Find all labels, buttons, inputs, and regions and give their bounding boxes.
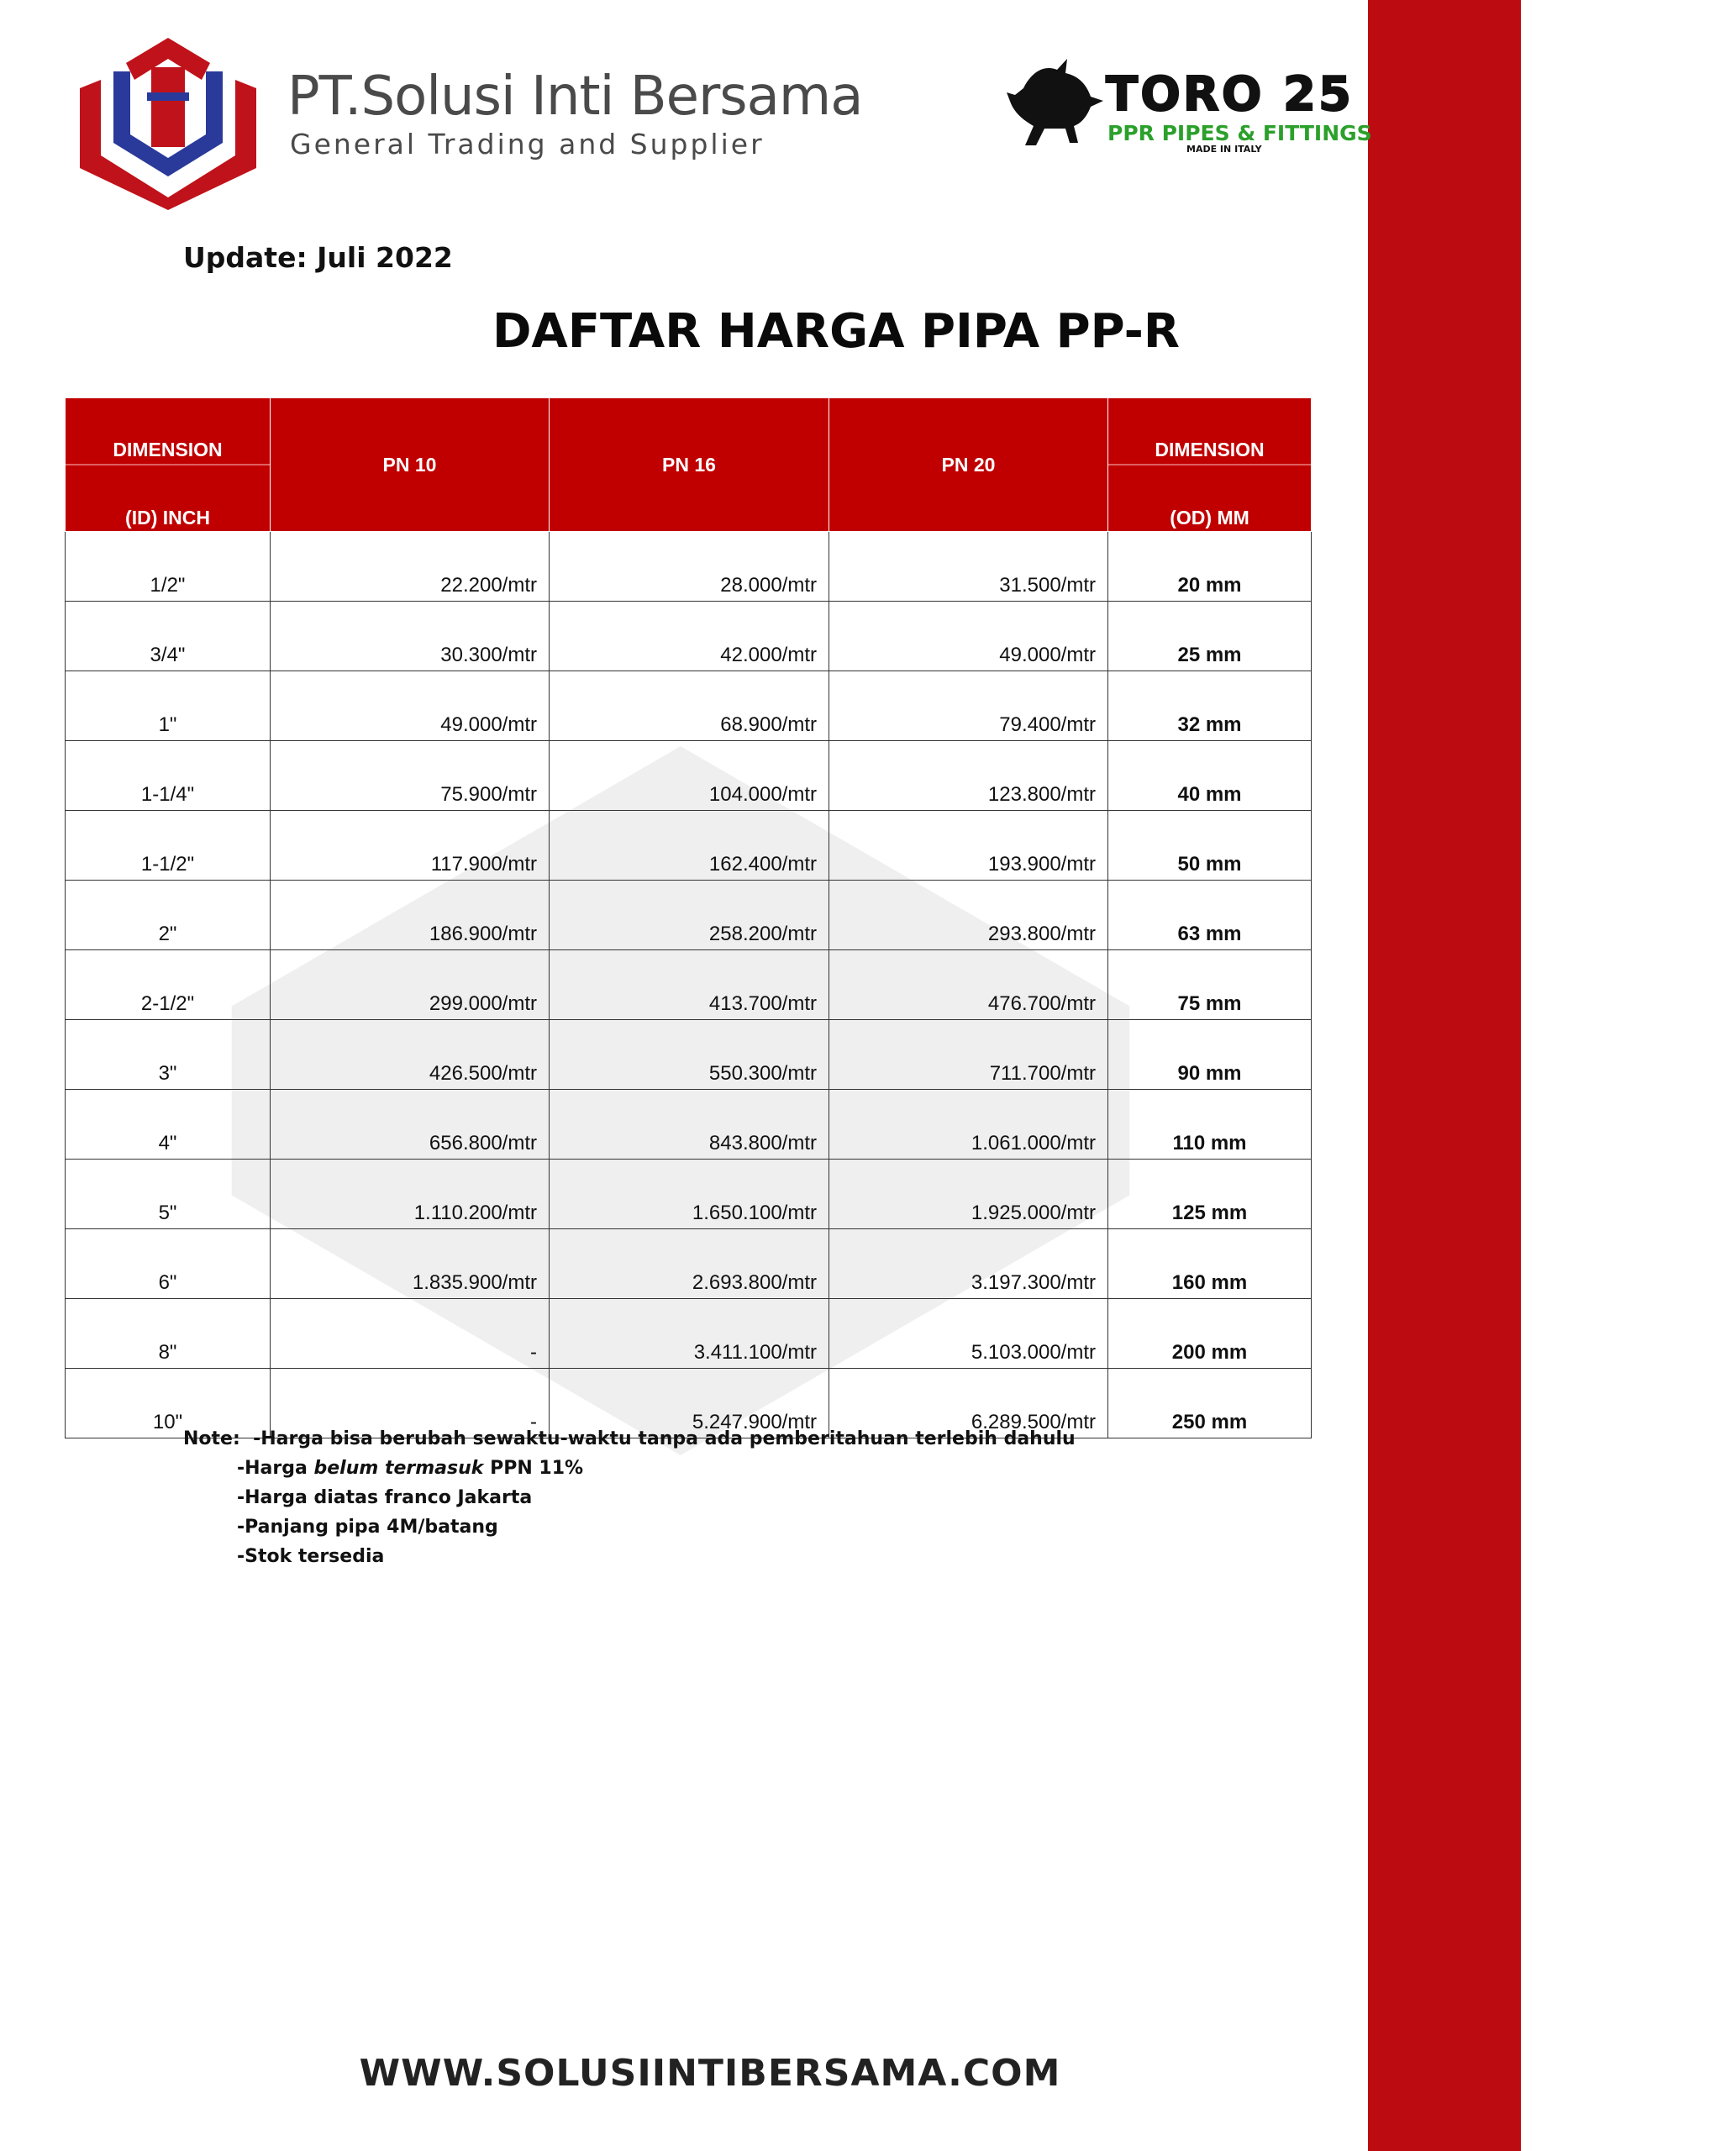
phone-number-vertical: 031 9989 4287	[1508, 66, 1618, 874]
header-pn10-label: PN 10	[382, 454, 437, 476]
table-row	[66, 1299, 1312, 1369]
note-line-4: -Panjang pipa 4M/batang	[237, 1517, 498, 1538]
header-pn16	[550, 398, 829, 532]
cell-inch: 1"	[66, 671, 271, 741]
cell-pn16: 1.650.100/mtr	[550, 1160, 829, 1229]
table-row	[66, 532, 1312, 602]
cell-pn10: 75.900/mtr	[271, 741, 550, 811]
table-row	[66, 1160, 1312, 1229]
cell-pn20: 193.900/mtr	[829, 811, 1108, 881]
brand-subtitle: PPR PIPES & FITTINGS	[1107, 121, 1372, 145]
table-row	[66, 881, 1312, 950]
cell-pn16: 28.000/mtr	[550, 532, 829, 602]
cell-pn16: 42.000/mtr	[550, 602, 829, 671]
note-line-5: -Stok tersedia	[237, 1546, 385, 1567]
cell-pn10: 1.835.900/mtr	[271, 1229, 550, 1299]
cell-pn20: 293.800/mtr	[829, 881, 1108, 950]
header-dimension-id	[66, 398, 271, 532]
table-row	[66, 950, 1312, 1020]
cell-pn16: 550.300/mtr	[550, 1020, 829, 1090]
table-row	[66, 1020, 1312, 1090]
cell-mm: 200 mm	[1108, 1299, 1312, 1369]
header-dimension-id-label: DIMENSION	[113, 439, 223, 460]
cell-inch: 1/2"	[66, 532, 271, 602]
cell-pn16: 104.000/mtr	[550, 741, 829, 811]
note-line-2	[183, 1454, 1076, 1483]
brand-name: TORO 25	[1106, 67, 1354, 122]
cell-pn16: 3.411.100/mtr	[550, 1299, 829, 1369]
header-dimension-od-label: DIMENSION	[1155, 439, 1265, 460]
cell-mm: 20 mm	[1108, 532, 1312, 602]
note-line-3: -Harga diatas franco Jakarta	[237, 1487, 533, 1508]
cell-pn10: 1.110.200/mtr	[271, 1160, 550, 1229]
notes	[183, 1424, 1076, 1571]
cell-pn20: 5.103.000/mtr	[829, 1299, 1108, 1369]
cell-pn10: -	[271, 1299, 550, 1369]
note-text-2-post: PPN 11%	[483, 1458, 584, 1479]
header-pn16-label: PN 16	[662, 454, 716, 476]
bull-icon	[1007, 55, 1107, 147]
pricelist-vertical-text: PRICELIST	[1486, 836, 1736, 2134]
note-text-1: -Harga bisa berubah sewaktu-waktu tanpa ada pemberitahuan terlebih dahulu	[253, 1428, 1076, 1449]
website-url: WWW.SOLUSIINTIBERSAMA.COM	[359, 2052, 1061, 2095]
cell-mm: 250 mm	[1108, 1369, 1312, 1438]
cell-pn20: 49.000/mtr	[829, 602, 1108, 671]
cell-pn10: 30.300/mtr	[271, 602, 550, 671]
update-date: Update: Juli 2022	[183, 241, 453, 274]
cell-inch: 5"	[66, 1160, 271, 1229]
note-text-2-pre: -Harga	[237, 1458, 314, 1479]
cell-pn20: 79.400/mtr	[829, 671, 1108, 741]
table-row	[66, 741, 1312, 811]
header-pn20	[829, 398, 1108, 532]
cell-pn10: -	[271, 1369, 550, 1438]
cell-pn16: 68.900/mtr	[550, 671, 829, 741]
brand-origin: MADE IN ITALY	[1186, 144, 1262, 155]
cell-inch: 1-1/4"	[66, 741, 271, 811]
cell-inch: 6"	[66, 1229, 271, 1299]
cell-mm: 25 mm	[1108, 602, 1312, 671]
note-text-2-em: belum termasuk	[313, 1458, 484, 1479]
cell-mm: 63 mm	[1108, 881, 1312, 950]
cell-mm: 110 mm	[1108, 1090, 1312, 1160]
cell-mm: 32 mm	[1108, 671, 1312, 741]
company-logo-icon	[63, 34, 273, 210]
table-row	[66, 1090, 1312, 1160]
header-dimension-id-unit: (ID) INCH	[125, 507, 210, 529]
cell-mm: 75 mm	[1108, 950, 1312, 1020]
header-pn10	[271, 398, 550, 532]
cell-inch: 2-1/2"	[66, 950, 271, 1020]
cell-pn16: 162.400/mtr	[550, 811, 829, 881]
cell-inch: 1-1/2"	[66, 811, 271, 881]
table-row	[66, 602, 1312, 671]
company-name: PT.Solusi Inti Bersama	[287, 66, 863, 128]
cell-pn20: 1.061.000/mtr	[829, 1090, 1108, 1160]
cell-pn10: 656.800/mtr	[271, 1090, 550, 1160]
cell-pn10: 186.900/mtr	[271, 881, 550, 950]
cell-pn10: 22.200/mtr	[271, 532, 550, 602]
cell-inch: 3"	[66, 1020, 271, 1090]
page-title	[0, 304, 1521, 359]
table-row	[66, 1229, 1312, 1299]
cell-pn16: 413.700/mtr	[550, 950, 829, 1020]
cell-inch: 10"	[66, 1369, 271, 1438]
cell-pn20: 1.925.000/mtr	[829, 1160, 1108, 1229]
cell-pn20: 6.289.500/mtr	[829, 1369, 1108, 1438]
cell-pn20: 123.800/mtr	[829, 741, 1108, 811]
cell-pn16: 258.200/mtr	[550, 881, 829, 950]
cell-inch: 8"	[66, 1299, 271, 1369]
table-row	[66, 811, 1312, 881]
cell-mm: 125 mm	[1108, 1160, 1312, 1229]
cell-mm: 50 mm	[1108, 811, 1312, 881]
header-dimension-od-unit: (OD) MM	[1170, 507, 1249, 529]
header-pn20-label: PN 20	[941, 454, 996, 476]
cell-pn16: 5.247.900/mtr	[550, 1369, 829, 1438]
cell-pn16: 843.800/mtr	[550, 1090, 829, 1160]
cell-pn10: 117.900/mtr	[271, 811, 550, 881]
cell-mm: 40 mm	[1108, 741, 1312, 811]
cell-pn16: 2.693.800/mtr	[550, 1229, 829, 1299]
cell-mm: 160 mm	[1108, 1229, 1312, 1299]
cell-inch: 3/4"	[66, 602, 271, 671]
cell-pn20: 476.700/mtr	[829, 950, 1108, 1020]
company-tagline: General Trading and Supplier	[290, 128, 765, 160]
cell-pn20: 711.700/mtr	[829, 1020, 1108, 1090]
price-table	[65, 397, 1311, 1438]
cell-inch: 2"	[66, 881, 271, 950]
note-label: Note:	[183, 1428, 240, 1449]
cell-pn20: 31.500/mtr	[829, 532, 1108, 602]
cell-inch: 4"	[66, 1090, 271, 1160]
note-line-1	[183, 1424, 1076, 1454]
header-dimension-od	[1108, 398, 1312, 532]
table-row	[66, 671, 1312, 741]
cell-mm: 90 mm	[1108, 1020, 1312, 1090]
cell-pn20: 3.197.300/mtr	[829, 1229, 1108, 1299]
cell-pn10: 49.000/mtr	[271, 671, 550, 741]
cell-pn10: 299.000/mtr	[271, 950, 550, 1020]
page-title-text: DAFTAR HARGA PIPA PP-R	[492, 304, 1181, 359]
cell-pn10: 426.500/mtr	[271, 1020, 550, 1090]
